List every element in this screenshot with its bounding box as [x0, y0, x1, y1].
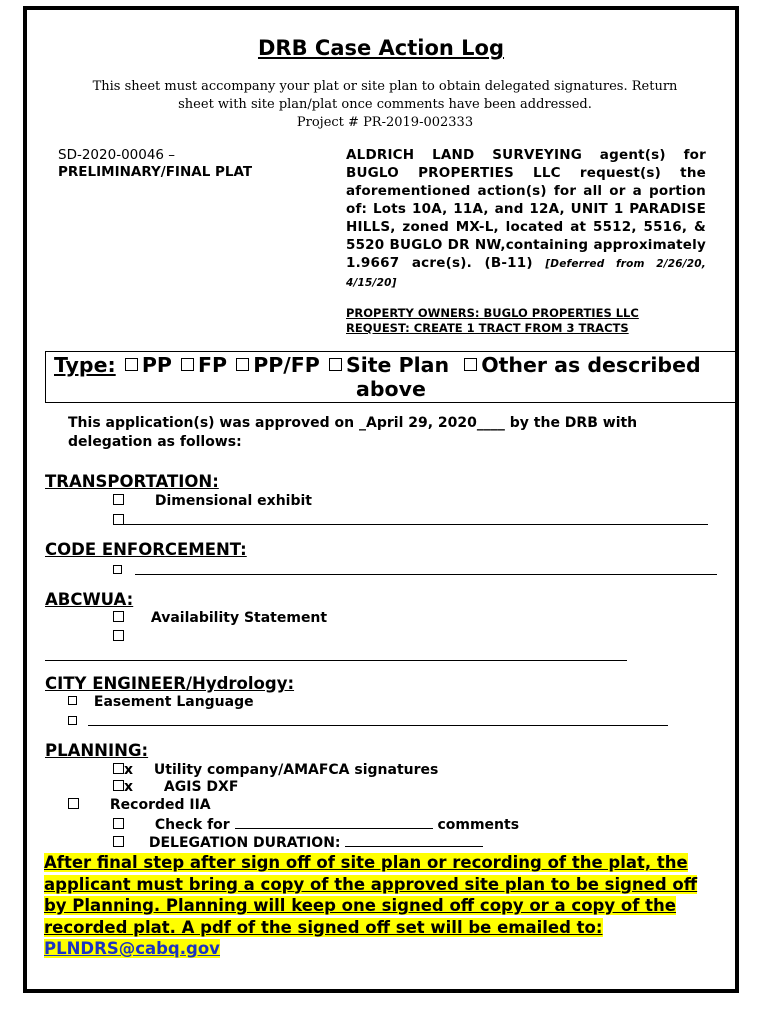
email-link[interactable]: PLNDRS@cabq.gov	[44, 939, 220, 958]
owners-block	[346, 306, 706, 336]
checkbox-engineer-other[interactable]	[68, 716, 77, 725]
intro-line-2: sheet with site plan/plat once comments have been addressed.	[178, 97, 592, 112]
checkbox-site-plan[interactable]	[329, 358, 342, 371]
email-link-wrap	[44, 939, 220, 958]
approval-statement	[68, 414, 718, 452]
planning-item-1	[113, 762, 438, 778]
checkbox-code-enforcement[interactable]	[113, 565, 122, 574]
case-number: SD-2020-00046 –	[58, 147, 176, 163]
type-option-pp: PP	[141, 353, 172, 377]
abcwua-item-1	[113, 610, 327, 626]
planning-header: PLANNING:	[45, 741, 149, 760]
case-type: PRELIMINARY/FINAL PLAT	[58, 164, 253, 180]
transportation-item-2	[113, 512, 708, 529]
easement-language-label: Easement Language	[93, 694, 254, 710]
city-engineer-header: CITY ENGINEER/Hydrology:	[45, 674, 295, 693]
abcwua-item-2	[113, 629, 124, 645]
planning-item-2	[113, 779, 238, 795]
planning-item-3	[68, 797, 211, 813]
dimensional-exhibit-label: Dimensional exhibit	[154, 493, 312, 509]
type-option-other-cont: above	[356, 377, 426, 401]
delegation-duration-label: DELEGATION DURATION:	[148, 835, 341, 851]
utility-signatures-label: Utility company/AMAFCA signatures	[153, 762, 439, 778]
intro-text	[90, 78, 680, 132]
type-row	[54, 353, 701, 377]
checkbox-availability-statement[interactable]	[113, 611, 124, 622]
transportation-header: TRANSPORTATION:	[45, 472, 219, 491]
availability-statement-label: Availability Statement	[150, 610, 328, 626]
instructions-highlight	[44, 852, 714, 960]
checked-mark: x	[124, 762, 134, 778]
blank-line	[135, 562, 717, 575]
checkbox-recorded-iia[interactable]	[68, 798, 79, 809]
checkbox-pp[interactable]	[125, 358, 138, 371]
request-line: REQUEST: CREATE 1 TRACT FROM 3 TRACTS	[346, 321, 629, 335]
recorded-iia-label: Recorded IIA	[109, 797, 211, 813]
approval-line-1: This application(s) was approved on _April 29, 2020____ by the DRB with	[68, 415, 638, 431]
intro-line-1: This sheet must accompany your plat or site plan to obtain delegated signatures. Return	[92, 79, 678, 94]
agis-dxf-label: AGIS DXF	[163, 779, 239, 795]
abcwua-header: ABCWUA:	[45, 590, 134, 609]
checkbox-transportation-other[interactable]	[113, 514, 124, 525]
type-option-other: Other as described	[481, 353, 701, 377]
blank-line	[345, 834, 483, 847]
deferred-note: [Deferred from 2/26/20, 4/15/20]	[346, 258, 706, 289]
check-for-label: Check for	[154, 817, 230, 833]
comments-label: comments	[437, 817, 520, 833]
checkbox-ppfp[interactable]	[236, 358, 249, 371]
code-enforcement-item	[113, 562, 717, 579]
type-option-ppfp: PP/FP	[253, 353, 320, 377]
checkbox-utility-signatures[interactable]	[113, 763, 124, 774]
blank-line	[88, 713, 668, 726]
checkbox-fp[interactable]	[181, 358, 194, 371]
checkbox-check-for[interactable]	[113, 818, 124, 829]
case-description	[346, 146, 706, 292]
checkbox-agis-dxf[interactable]	[113, 780, 124, 791]
checkbox-delegation-duration[interactable]	[113, 836, 124, 847]
checkbox-easement-language[interactable]	[68, 696, 77, 705]
case-description-text: ALDRICH LAND SURVEYING agent(s) for BUGLO PROPERTIES LLC request(s) the aforementioned action(s) for all or a portion of: Lots 10A, 11A, and 12A, UNIT 1 PARADISE HILLS, zoned MX-L, located at 5512, 5516, & 5520 BUGLO DR NW,containing approximately 1.9667 acre(s). (B-11)	[346, 147, 706, 271]
type-label: Type:	[54, 353, 116, 377]
property-owners: PROPERTY OWNERS: BUGLO PROPERTIES LLC	[346, 306, 639, 320]
blank-line	[45, 648, 627, 661]
planning-item-4	[113, 816, 519, 833]
type-option-site-plan: Site Plan	[345, 353, 450, 377]
planning-item-5	[113, 834, 483, 851]
checkbox-other[interactable]	[464, 358, 477, 371]
page-title: DRB Case Action Log	[257, 36, 505, 60]
checkbox-dimensional-exhibit[interactable]	[113, 494, 124, 505]
code-enforcement-header: CODE ENFORCEMENT:	[45, 540, 247, 559]
city-engineer-item-1	[68, 694, 254, 710]
checkbox-abcwua-other[interactable]	[113, 630, 124, 641]
blank-line	[124, 512, 708, 525]
approval-line-2: delegation as follows:	[68, 434, 242, 450]
blank-line	[235, 816, 433, 829]
project-number: Project # PR-2019-002333	[296, 115, 474, 130]
type-option-fp: FP	[198, 353, 228, 377]
city-engineer-item-2	[68, 713, 668, 730]
transportation-item-1	[113, 493, 312, 509]
instructions-text: After final step after sign off of site plan or recording of the plat, the applicant must bring a copy of the approved site plan to be signed off by Planning. Planning will keep one signed off copy or a copy of the recorded plat. A pdf of the signed off set will be emailed to:	[44, 853, 698, 937]
checked-mark: x	[124, 779, 134, 795]
